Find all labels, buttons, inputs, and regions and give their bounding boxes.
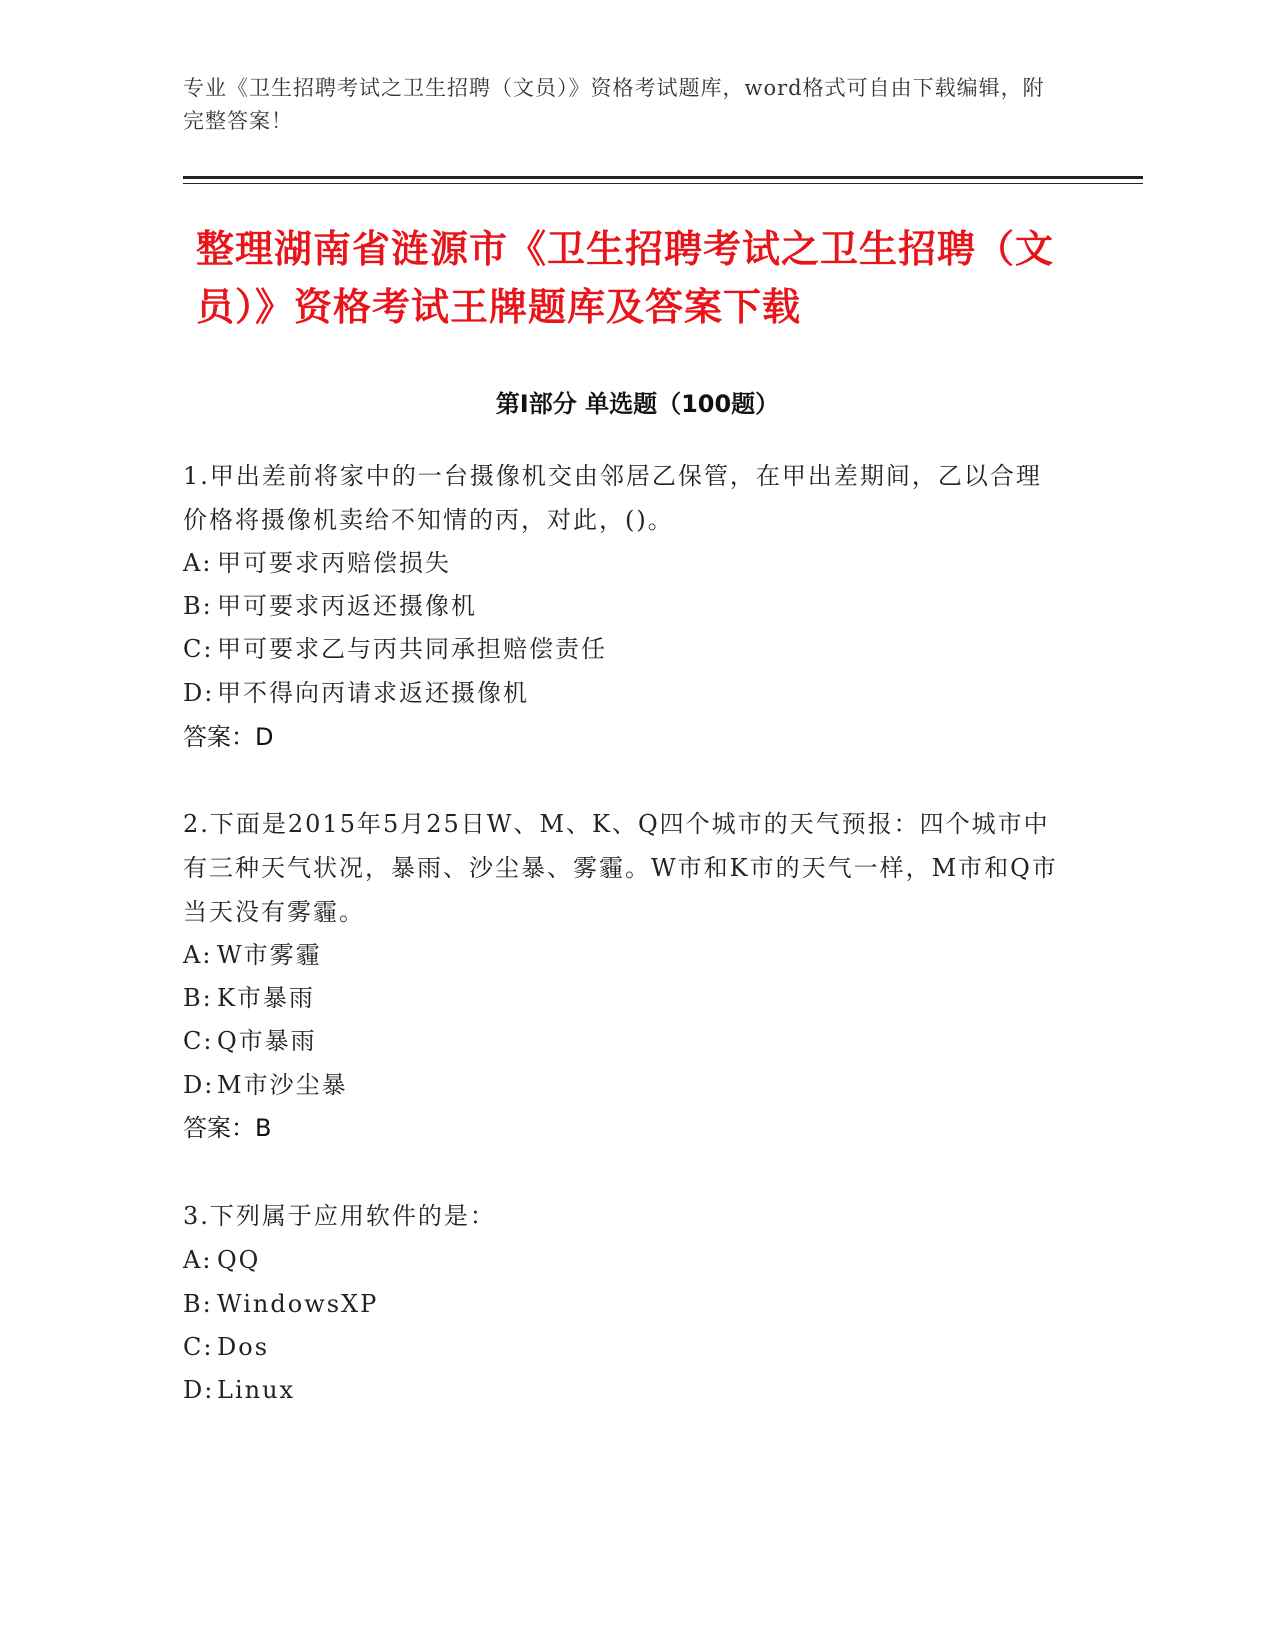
question-2-option-a (183, 933, 1063, 977)
option-letter: A: (183, 941, 213, 969)
option-text: Q市暴雨 (217, 1027, 317, 1055)
option-letter: A: (183, 1246, 213, 1274)
question-2-text: 2.下面是2015年5月25日W、M、K、Q四个城市的天气预报：四个城市中有三种天气状况，暴雨、沙尘暴、雾霾。W市和K市的天气一样，M市和Q市当天没有雾霾。 (183, 810, 1058, 926)
option-letter: D: (183, 1376, 215, 1404)
option-letter: B: (183, 592, 213, 620)
option-text: 甲可要求丙赔偿损失 (217, 549, 451, 577)
header-divider-thin (183, 183, 1143, 184)
question-2-option-d (183, 1063, 1063, 1107)
option-letter: C: (183, 635, 214, 663)
option-text: QQ (217, 1246, 261, 1274)
option-letter: C: (183, 1333, 214, 1361)
option-letter: A: (183, 549, 213, 577)
section-title: 第Ⅰ部分 单选题（100题） (495, 390, 780, 418)
question-1-answer: 答案：D (183, 723, 274, 751)
question-3-option-b (183, 1282, 1063, 1326)
option-text: Linux (217, 1376, 296, 1404)
option-text: 甲不得向丙请求返还摄像机 (217, 679, 529, 707)
option-letter: B: (183, 984, 213, 1012)
question-2-option-b (183, 976, 1063, 1020)
question-2-answer: 答案：B (183, 1114, 272, 1142)
option-text: K市暴雨 (217, 984, 315, 1012)
document-title: 整理湖南省涟源市《卫生招聘考试之卫生招聘（文员）》资格考试王牌题库及答案下载 (196, 227, 1055, 329)
question-1-option-b (183, 584, 1063, 628)
question-3-option-c (183, 1325, 1063, 1369)
option-text: 甲可要求丙返还摄像机 (217, 592, 477, 620)
option-text: Dos (217, 1333, 270, 1361)
question-2-option-c (183, 1019, 1063, 1063)
option-letter: B: (183, 1290, 213, 1318)
question-3-option-d (183, 1368, 1063, 1412)
question-1-option-c (183, 627, 1063, 671)
header-note: 专业《卫生招聘考试之卫生招聘（文员）》资格考试题库，word格式可自由下载编辑，附完整答案！ (183, 76, 1045, 133)
option-text: 甲可要求乙与丙共同承担赔偿责任 (217, 635, 607, 663)
question-3-option-a (183, 1238, 1063, 1282)
option-letter: C: (183, 1027, 214, 1055)
option-text: M市沙尘暴 (217, 1071, 348, 1099)
question-3-text: 3.下列属于应用软件的是： (183, 1202, 496, 1230)
question-1-option-d (183, 671, 1063, 715)
question-1-option-a (183, 541, 1063, 585)
header-divider-thick (183, 176, 1143, 179)
option-letter: D: (183, 1071, 215, 1099)
option-text: W市雾霾 (217, 941, 322, 969)
option-letter: D: (183, 679, 215, 707)
option-text: WindowsXP (217, 1290, 379, 1318)
question-1-text: 1.甲出差前将家中的一台摄像机交由邻居乙保管，在甲出差期间，乙以合理价格将摄像机卖给不知情的丙，对此，()。 (183, 462, 1042, 534)
